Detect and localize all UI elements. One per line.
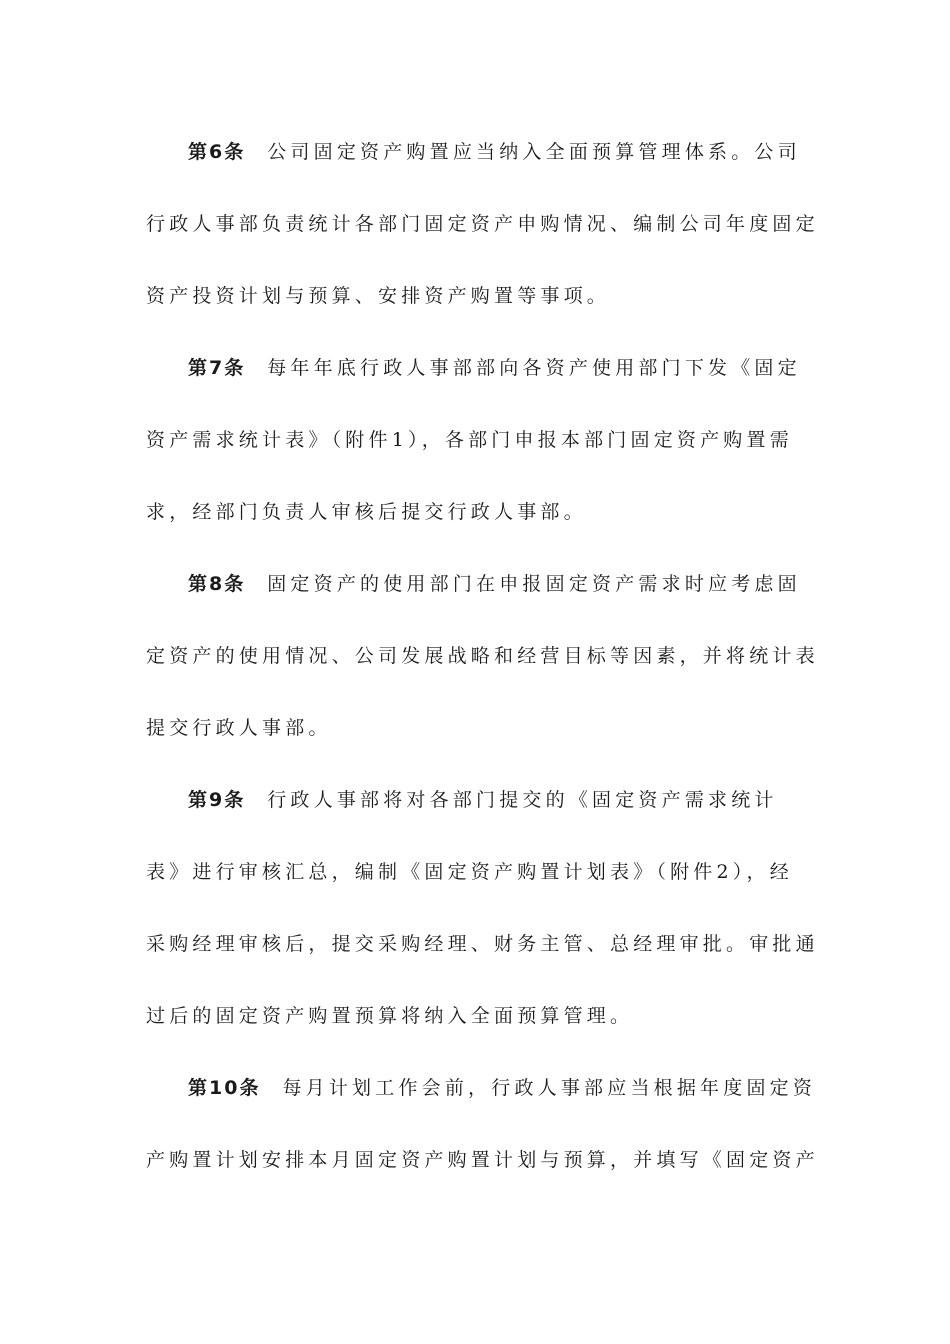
article-10-text-1: 每月计划工作会前，行政人事部应当根据年度固定资 — [282, 1077, 817, 1099]
article-9-number: 第9条 — [188, 789, 246, 811]
article-7-number: 第7条 — [188, 357, 246, 379]
article-10-number: 第10条 — [188, 1077, 261, 1099]
article-6-text-1: 公司固定资产购置应当纳入全面预算管理体系。公司 — [267, 141, 801, 163]
article-8-line-1 — [146, 558, 806, 630]
article-7-text-1: 每年年底行政人事部部向各资产使用部门下发《固定 — [267, 357, 801, 379]
article-9-text-1: 行政人事部将对各部门提交的《固定资产需求统计 — [267, 789, 778, 811]
article-10-line-2: 产购置计划安排本月固定资产购置计划与预算，并填写《固定资产 — [146, 1149, 819, 1171]
article-6-line-2: 行政人事部负责统计各部门固定资产申购情况、编制公司年度固定 — [146, 213, 819, 235]
article-9-line-2: 表》进行审核汇总，编制《固定资产购置计划表》（附件2），经 — [146, 861, 793, 883]
article-10-line-1 — [146, 1062, 817, 1134]
article-6-line-1 — [146, 126, 806, 198]
article-8-text-1: 固定资产的使用部门在申报固定资产需求时应考虑固 — [267, 573, 801, 595]
article-6-number: 第6条 — [188, 141, 246, 163]
article-6-line-3: 资产投资计划与预算、安排资产购置等事项。 — [146, 285, 611, 307]
article-8-line-3: 提交行政人事部。 — [146, 717, 332, 739]
article-7-line-2: 资产需求统计表》（附件1），各部门申报本部门固定资产购置需 — [146, 429, 793, 451]
article-7-line-1 — [146, 342, 806, 414]
article-8-line-2: 定资产的使用情况、公司发展战略和经营目标等因素，并将统计表 — [146, 645, 819, 667]
article-9-line-3: 采购经理审核后，提交采购经理、财务主管、总经理审批。审批通 — [146, 933, 819, 955]
article-7-line-3: 求，经部门负责人审核后提交行政人事部。 — [146, 501, 587, 523]
article-8-number: 第8条 — [188, 573, 246, 595]
article-9-line-4: 过后的固定资产购置预算将纳入全面预算管理。 — [146, 1005, 634, 1027]
article-9-line-1 — [146, 774, 806, 846]
document-body — [146, 126, 819, 1206]
